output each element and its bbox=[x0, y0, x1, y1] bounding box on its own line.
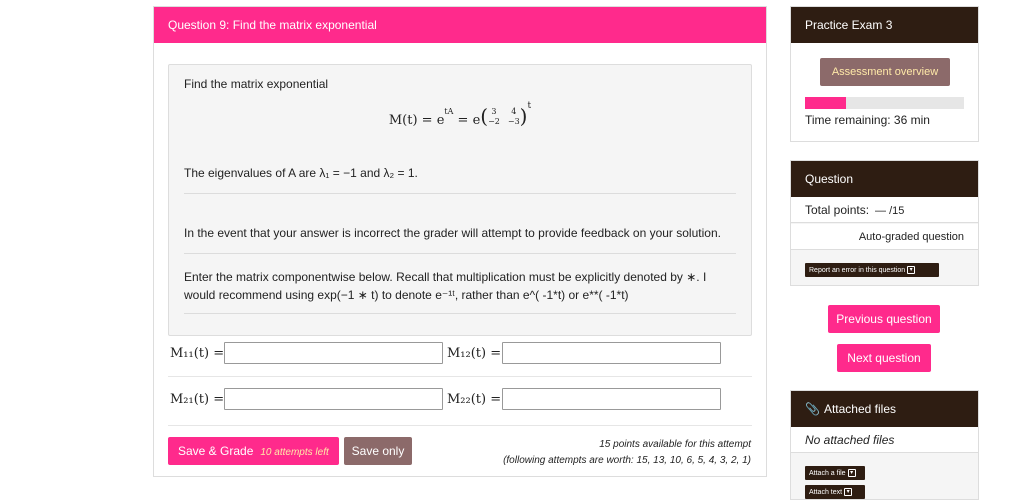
time-progress-bar bbox=[805, 97, 964, 109]
attach-text-button[interactable] bbox=[805, 485, 865, 499]
question-panel-title: Question bbox=[791, 161, 978, 197]
attached-files-label: Attached files bbox=[823, 402, 896, 416]
time-remaining: Time remaining: 36 min bbox=[805, 113, 930, 127]
total-points-value: — /15 bbox=[875, 205, 905, 217]
instructions-text: Enter the matrix componentwise below. Recall that multiplication must be explicitly denoted by ∗. I would recommend using exp(−1 ∗ t) to denote e⁻¹ᵗ, rather than e^( -1*t) or e**( -1*t) bbox=[184, 270, 707, 302]
m11-input[interactable] bbox=[224, 342, 443, 364]
report-error-button[interactable] bbox=[805, 263, 939, 277]
auto-graded-label: Auto-graded question bbox=[791, 224, 978, 250]
matrix-a21: −2 bbox=[488, 116, 500, 126]
matrix-a12: 4 bbox=[511, 106, 517, 116]
problem-statement bbox=[168, 64, 752, 336]
attach-file-label: Attach a file bbox=[809, 469, 846, 477]
save-only-button[interactable]: Save only bbox=[344, 437, 412, 465]
eigenvalues-text: The eigenvalues of A are λ₁ = −1 and λ₂ = 1. bbox=[184, 166, 418, 180]
m22-input[interactable] bbox=[502, 388, 721, 410]
answer-row-1 bbox=[170, 342, 730, 368]
m12-input[interactable] bbox=[502, 342, 721, 364]
report-error-label: Report an error in this question bbox=[809, 266, 906, 274]
eq-t: t bbox=[527, 101, 532, 111]
dropdown-icon: ▾ bbox=[848, 469, 856, 477]
matrix-exponential-equation: M(t) = etA = e( 3 4 −2 −3 )t bbox=[388, 101, 532, 128]
m12-label: M₁₂(t) = bbox=[447, 346, 502, 361]
m21-input[interactable] bbox=[224, 388, 443, 410]
matrix-a11: 3 bbox=[491, 106, 497, 116]
eq-exp-ta: tA bbox=[444, 107, 454, 116]
save-and-grade-button[interactable] bbox=[168, 437, 339, 465]
total-points-label: Total points: bbox=[805, 203, 870, 217]
exam-title: Practice Exam 3 bbox=[791, 7, 978, 43]
dropdown-icon: ▾ bbox=[907, 266, 915, 274]
answer-row-2 bbox=[170, 388, 730, 414]
save-grade-label: Save & Grade bbox=[178, 444, 254, 458]
question-title: Question 9: Find the matrix exponential bbox=[154, 7, 766, 43]
eq-mid: = e bbox=[453, 113, 481, 128]
attached-files-title bbox=[791, 391, 978, 427]
attempts-left: 10 attempts left bbox=[260, 447, 329, 458]
divider bbox=[168, 376, 752, 377]
points-info bbox=[503, 437, 751, 469]
eq-lhs: M(t) = e bbox=[388, 113, 445, 128]
m22-label: M₂₂(t) = bbox=[447, 392, 502, 407]
points-available: 15 points available for this attempt bbox=[599, 439, 751, 450]
divider bbox=[168, 425, 752, 426]
total-points bbox=[791, 197, 978, 223]
m21-label: M₂₁(t) = bbox=[170, 392, 225, 407]
dropdown-icon: ▾ bbox=[844, 488, 852, 496]
previous-question-button[interactable]: Previous question bbox=[828, 305, 940, 333]
divider bbox=[184, 193, 736, 194]
find-text: Find the matrix exponential bbox=[184, 77, 329, 91]
coefficient-matrix bbox=[488, 107, 520, 126]
paperclip-icon: 📎 bbox=[805, 402, 820, 416]
question-info-panel bbox=[790, 160, 979, 286]
attach-file-button[interactable] bbox=[805, 466, 865, 480]
attach-text-label: Attach text bbox=[809, 488, 843, 496]
time-progress-fill bbox=[805, 97, 846, 109]
divider bbox=[184, 253, 736, 254]
question-card bbox=[153, 6, 767, 477]
exam-panel bbox=[790, 6, 979, 142]
no-attached-files: No attached files bbox=[791, 427, 978, 453]
following-attempts: (following attempts are worth: 15, 13, 10, 6, 5, 4, 3, 2, 1) bbox=[503, 455, 751, 466]
assessment-overview-button[interactable]: Assessment overview bbox=[820, 58, 950, 86]
feedback-text: In the event that your answer is incorrect the grader will attempt to provide feedback on your solution. bbox=[184, 226, 721, 240]
m11-label: M₁₁(t) = bbox=[170, 346, 225, 361]
divider bbox=[184, 313, 736, 314]
matrix-a22: −3 bbox=[507, 116, 520, 126]
next-question-button[interactable]: Next question bbox=[837, 344, 931, 372]
attached-files-panel bbox=[790, 390, 979, 500]
